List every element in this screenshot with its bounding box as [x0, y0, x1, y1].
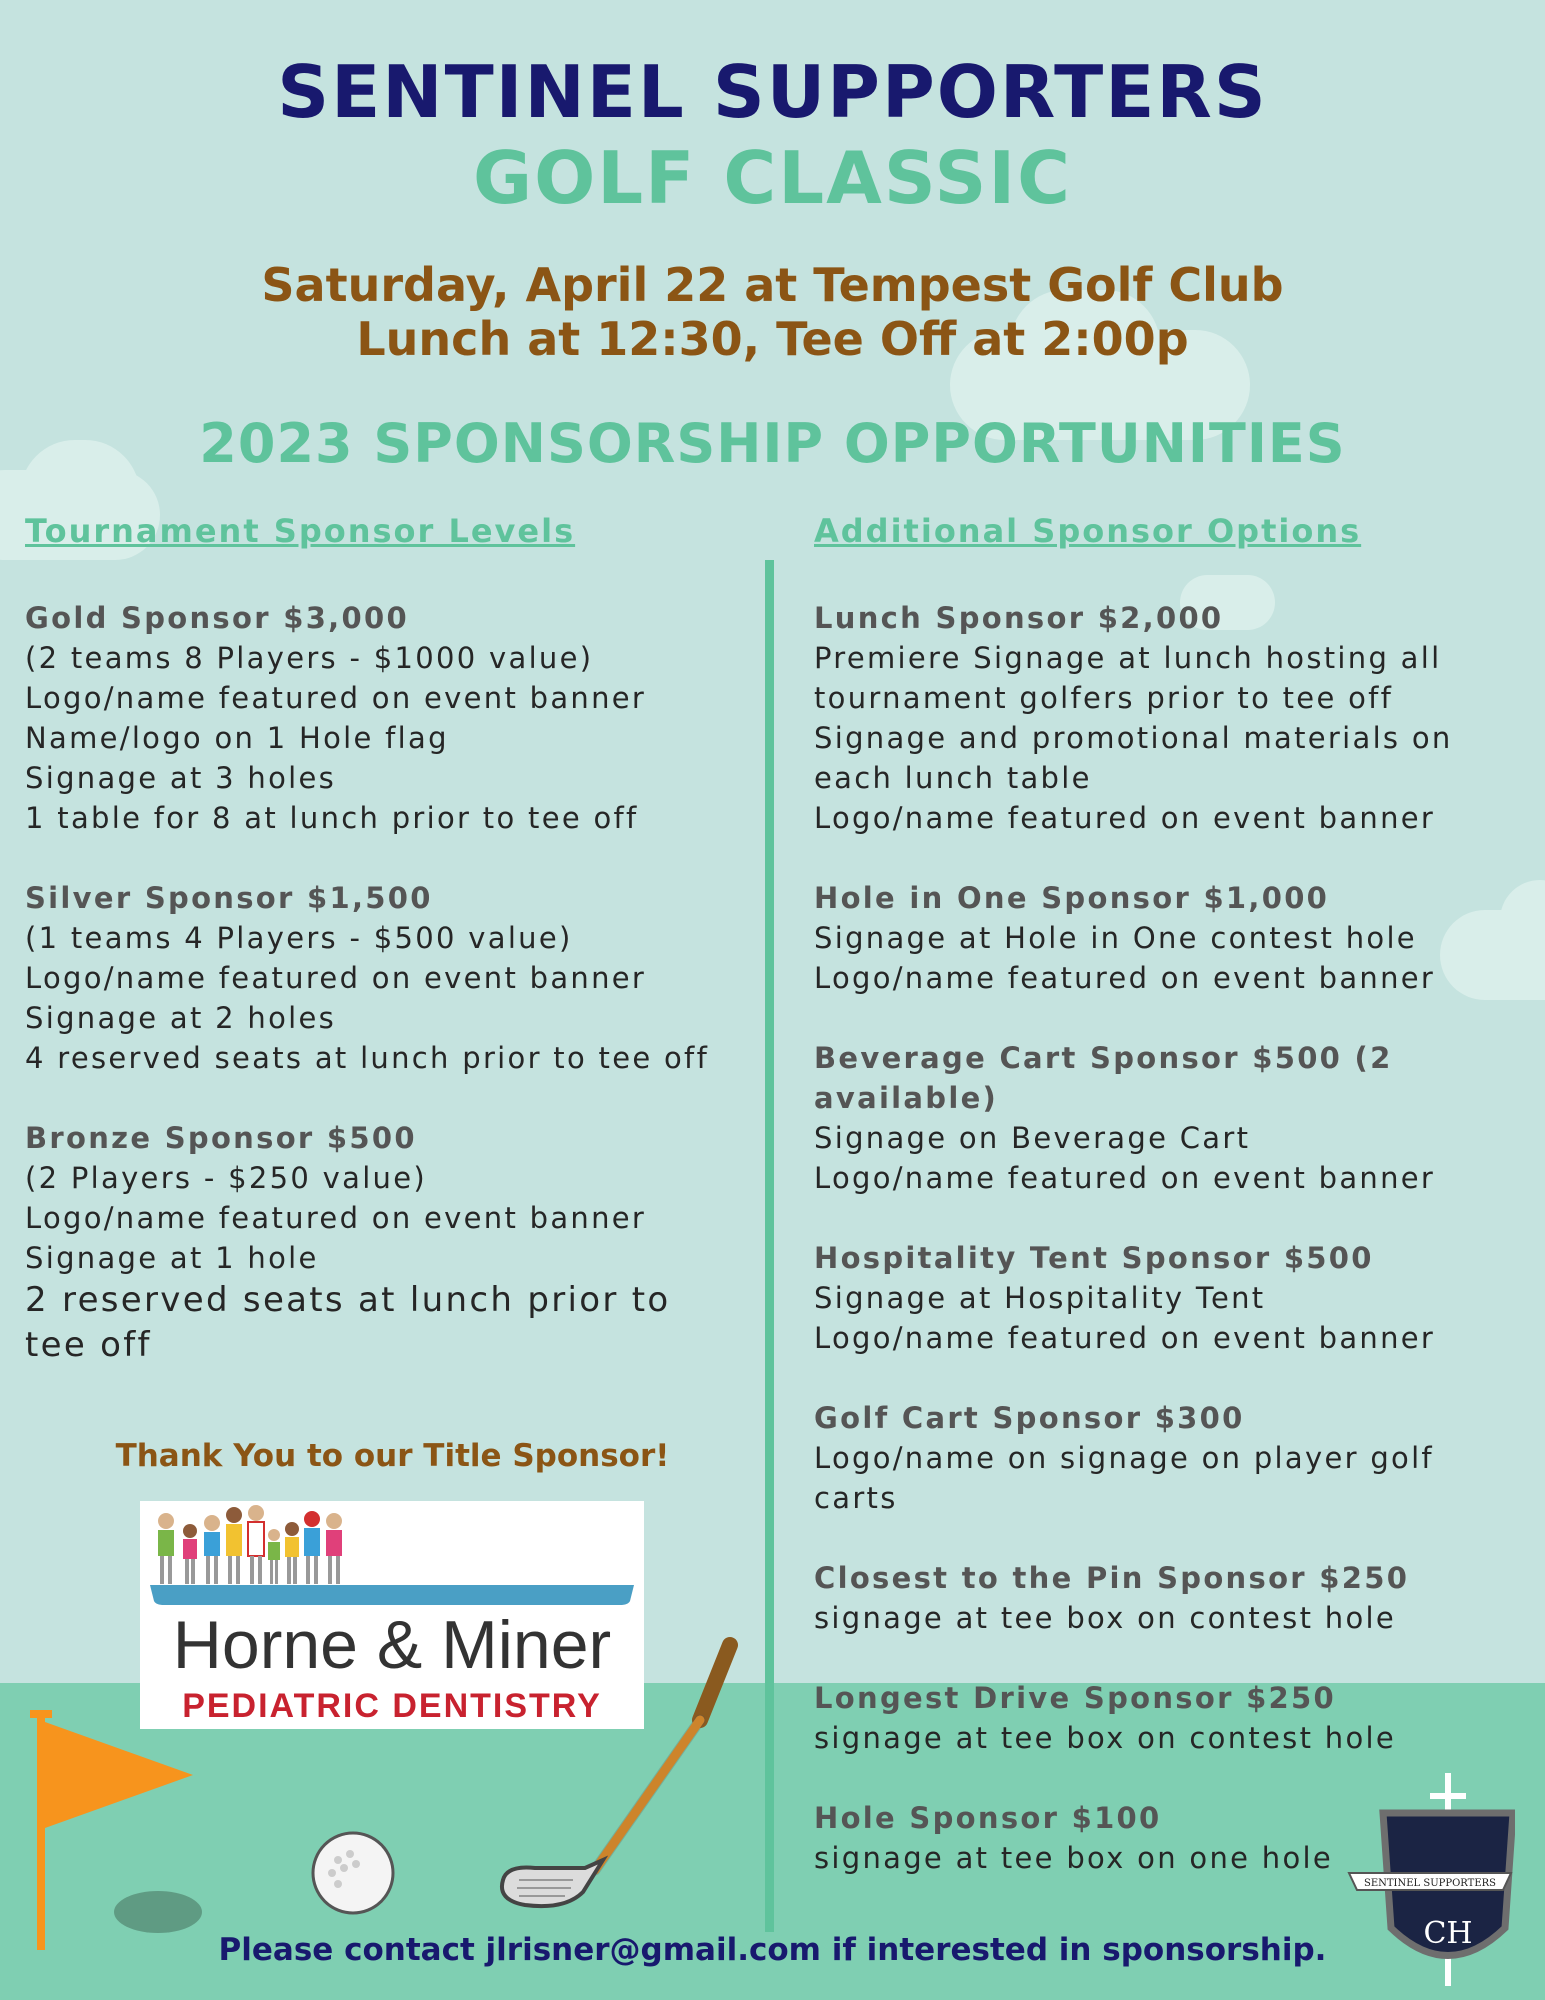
gold-sponsor-level	[25, 598, 735, 838]
flag-icon	[25, 1708, 215, 1958]
title-line-2: GOLF CLASSIC	[473, 136, 1072, 220]
option-title: Hole in One Sponsor $1,000	[814, 881, 1330, 915]
sponsor-levels-column	[25, 598, 735, 1408]
level-title: Gold Sponsor $3,000	[25, 601, 409, 635]
level-line: Logo/name featured on event banner	[25, 1201, 647, 1235]
option-line: signage at tee box on contest hole	[814, 1721, 1397, 1755]
option-title: available)	[814, 1081, 999, 1115]
option-line: Logo/name featured on event banner	[814, 801, 1436, 835]
option-line: Logo/name featured on event banner	[814, 961, 1436, 995]
level-line: 4 reserved seats at lunch prior to tee off	[25, 1041, 710, 1075]
level-line: Signage at 3 holes	[25, 761, 337, 795]
option-line: each lunch table	[814, 761, 1092, 795]
column-divider	[765, 560, 774, 1932]
option-title: Hospitality Tent Sponsor $500	[814, 1241, 1374, 1275]
level-line: Signage at 1 hole	[25, 1241, 319, 1275]
event-time: Lunch at 12:30, Tee Off at 2:00p	[356, 312, 1189, 366]
option-line: Logo/name featured on event banner	[814, 1321, 1436, 1355]
family-icon	[140, 1501, 644, 1611]
option-line: Signage at Hole in One contest hole	[814, 921, 1417, 955]
title-sponsor-subtitle: PEDIATRIC DENTISTRY	[182, 1687, 602, 1725]
option-line: Signage at Hospitality Tent	[814, 1281, 1266, 1315]
level-line: (1 teams 4 Players - $500 value)	[25, 921, 573, 955]
option-line: signage at tee box on contest hole	[814, 1601, 1397, 1635]
level-line: (2 teams 8 Players - $1000 value)	[25, 641, 594, 675]
level-line: 2 reserved seats at lunch prior to tee off	[25, 1280, 671, 1365]
option-line: tournament golfers prior to tee off	[814, 681, 1394, 715]
closest-to-pin-sponsor-option	[814, 1558, 1524, 1638]
bronze-sponsor-level	[25, 1118, 735, 1368]
header	[0, 50, 1545, 220]
hospitality-tent-sponsor-option	[814, 1238, 1524, 1358]
right-column-heading: Additional Sponsor Options	[814, 512, 1362, 550]
crest-banner-text: SENTINEL SUPPORTERS	[1363, 1878, 1497, 1889]
lunch-sponsor-option	[814, 598, 1524, 838]
sponsor-options-column	[814, 598, 1524, 1918]
level-line: Logo/name featured on event banner	[25, 961, 647, 995]
option-title: Hole Sponsor $100	[814, 1801, 1162, 1835]
golf-ball-icon	[308, 1828, 398, 1918]
level-line: (2 Players - $250 value)	[25, 1161, 427, 1195]
beverage-cart-sponsor-option	[814, 1038, 1524, 1198]
option-title: Closest to the Pin Sponsor $250	[814, 1561, 1410, 1595]
level-line: Signage at 2 holes	[25, 1001, 337, 1035]
option-title: Lunch Sponsor $2,000	[814, 601, 1224, 635]
golf-cart-sponsor-option	[814, 1398, 1524, 1518]
longest-drive-sponsor-option	[814, 1678, 1524, 1758]
silver-sponsor-level	[25, 878, 735, 1078]
title-sponsor-name: Horne & Miner	[172, 1607, 612, 1683]
title-line-1: SENTINEL SUPPORTERS	[277, 50, 1268, 134]
option-line: Signage and promotional materials on	[814, 721, 1453, 755]
option-line: Premiere Signage at lunch hosting all	[814, 641, 1442, 675]
level-line: 1 table for 8 at lunch prior to tee off	[25, 801, 639, 835]
option-line: Logo/name featured on event banner	[814, 1161, 1436, 1195]
left-column-heading: Tournament Sponsor Levels	[25, 512, 576, 550]
option-line: Signage on Beverage Cart	[814, 1121, 1251, 1155]
option-line: carts	[814, 1481, 898, 1515]
option-line: Logo/name on signage on player golf	[814, 1441, 1434, 1475]
hole-in-one-sponsor-option	[814, 878, 1524, 998]
opportunities-heading: 2023 SPONSORSHIP OPPORTUNITIES	[199, 412, 1346, 475]
title-sponsor-thanks: Thank You to our Title Sponsor!	[115, 1438, 670, 1474]
contact-footer: Please contact jlrisner@gmail.com if interested in sponsorship.	[218, 1932, 1327, 1968]
golf-club-icon	[495, 1630, 755, 1920]
level-line: Logo/name featured on event banner	[25, 681, 647, 715]
option-title: Longest Drive Sponsor $250	[814, 1681, 1336, 1715]
level-line: Name/logo on 1 Hole flag	[25, 721, 449, 755]
option-line: signage at tee box on one hole	[814, 1841, 1334, 1875]
option-title: Beverage Cart Sponsor $500 (2	[814, 1041, 1393, 1075]
level-title: Silver Sponsor $1,500	[25, 881, 433, 915]
level-title: Bronze Sponsor $500	[25, 1121, 417, 1155]
crest-monogram: CH	[1423, 1916, 1473, 1951]
event-date: Saturday, April 22 at Tempest Golf Club	[261, 258, 1284, 312]
option-title: Golf Cart Sponsor $300	[814, 1401, 1245, 1435]
